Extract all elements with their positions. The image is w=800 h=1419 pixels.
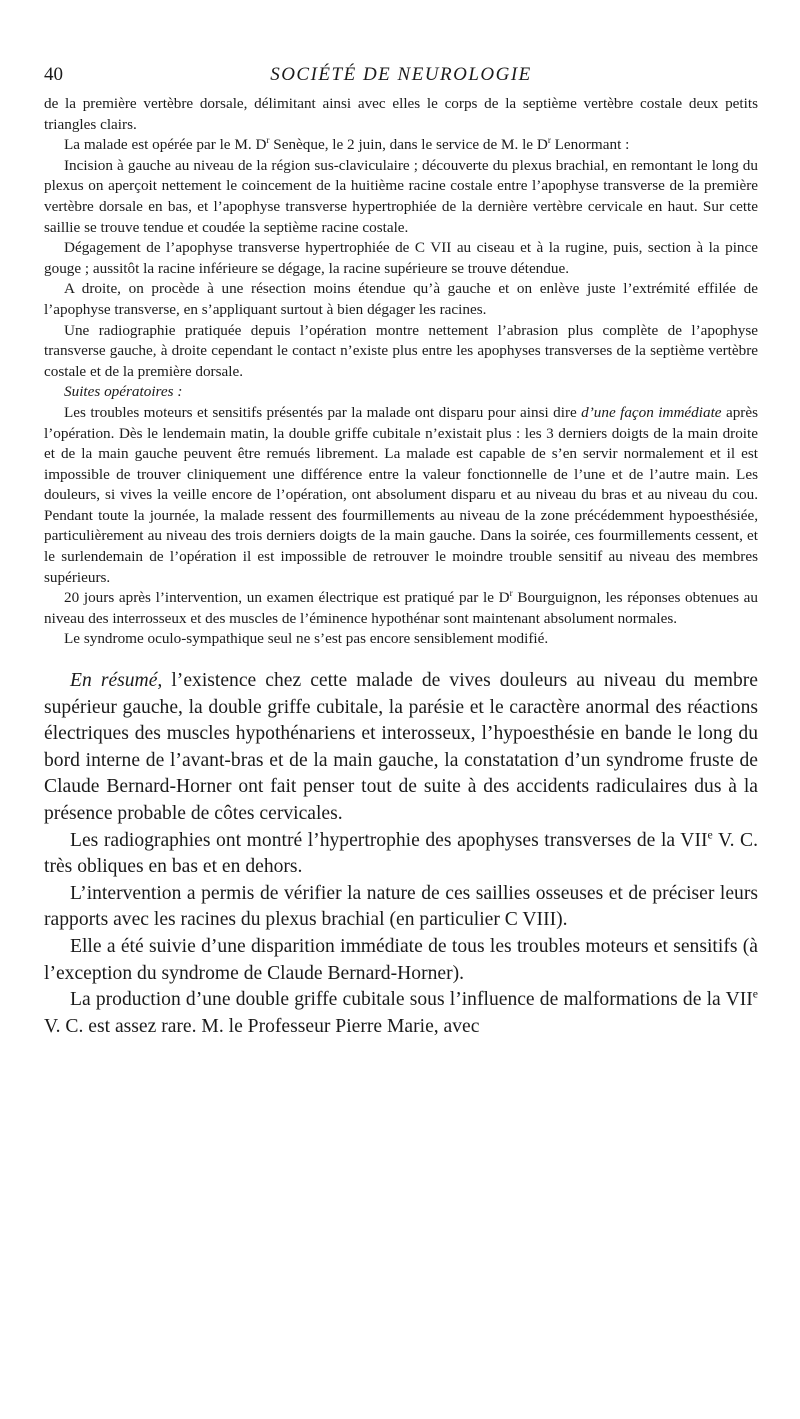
paragraph-p4 (44, 238, 758, 279)
text-run: Lenormant : (550, 136, 630, 154)
text-run: Dégagement de l’apophyse transverse hypertrophiée de C VII au ciseau et à la rugine, puis, section à la pince gouge ; aussitôt la racine inférieure se dégage, la racine supérieure se trouve détendue. (44, 239, 758, 277)
page-header (44, 60, 758, 94)
text-run: e (707, 828, 713, 842)
text-run: V. C. est assez rare. M. le Professeur Pierre Marie, avec (44, 1015, 480, 1037)
text-run: L’intervention a permis de vérifier la nature de ces saillies osseuses et de préciser leurs rapports avec les racines du plexus brachial (en particulier C VIII). (44, 882, 758, 931)
text-run: e (752, 987, 758, 1001)
text-run: r (547, 135, 551, 146)
paragraph-q3 (44, 881, 758, 934)
text-run: r (266, 135, 270, 146)
paragraph-p10 (44, 629, 758, 650)
paragraph-p9 (44, 588, 758, 629)
paragraph-q4 (44, 934, 758, 987)
text-run: 20 jours après l’intervention, un examen électrique est pratiqué par le D (64, 589, 510, 607)
text-run: Senèque, le 2 juin, dans le service de M. le D (269, 136, 548, 154)
paragraph-p8 (44, 403, 758, 588)
text-run: En résumé, (70, 670, 163, 692)
paragraph-p6 (44, 321, 758, 383)
paragraph-p5 (44, 279, 758, 320)
case-report-small-text (44, 94, 758, 650)
text-run: V. C. très obliques en bas et en dehors. (44, 829, 759, 878)
text-run: Suites opératoires : (64, 383, 183, 401)
document-page (44, 60, 758, 1040)
text-run: Bourguignon, les réponses obtenues au niveau des interrosseux et des muscles de l’éminence hypothénar sont maintenant absolument normales. (44, 589, 759, 627)
text-run: l’existence chez cette malade de vives douleurs au niveau du membre supérieur gauche, la double griffe cubitale, la parésie et le caractère anormal des réactions électriques des muscles hypothénariens et interosseux, l’hypoesthésie en bande le long du bord interne de l’avant-bras et de la main gauche, la constatation d’un syndrome fruste de Claude Bernard-Horner ont fait penser tout de suite à des accidents radiculaires dus à la présence probable de côtes cervicales. (44, 670, 758, 824)
text-run: après l’opération. Dès le lendemain matin, la double griffe cubitale n’existait plus : les 3 derniers doigts de la main droite et de la main gauche peuvent être remués librement. La malade est capable de s’en servir normalement et il est impossible de trouver cliniquement une différence entre la valeur fonctionnelle de l’une et de l’autre main. Les douleurs, si vives la veille encore de l’opération, ont absolument disparu et au niveau du bras et au niveau du cou. Pendant toute la journée, la malade ressent des fourmillements au niveau de la zone précédemment hypoesthésiée, particulièrement au niveau des trois derniers doigts de la main gauche. Dans la soirée, ces fourmillements cessent, et le surlendemain de l’opération il est impossible de retrouver le moindre trouble sensitif au niveau des membres supérieurs. (44, 403, 758, 586)
text-run: Une radiographie pratiquée depuis l’opération montre nettement l’abrasion plus complète de l’apophyse transverse gauche, à droite cependant le contact n’existe plus entre les apophyses transverses de la septième vertèbre costale et de la première dorsale. (44, 321, 758, 380)
text-run: A droite, on procède à une résection moins étendue qu’à gauche et on enlève juste l’extrémité effilée de l’apophyse transverse, en s’appliquant surtout à bien dégager les racines. (44, 280, 758, 318)
text-run: Les troubles moteurs et sensitifs présentés par la malade ont disparu pour ainsi dire (64, 403, 582, 421)
paragraph-q5 (44, 987, 758, 1040)
page-number: 40 (44, 64, 63, 85)
paragraph-p7 (44, 382, 758, 403)
text-run: La malade est opérée par le M. D (64, 136, 267, 154)
running-head: SOCIÉTÉ DE NEUROLOGIE (270, 64, 532, 85)
paragraph-q2 (44, 828, 758, 881)
text-run: Elle a été suivie d’une disparition immédiate de tous les troubles moteurs et sensitifs (à l’exception du syndrome de Claude Bernard-Horner). (44, 935, 758, 984)
paragraph-p3 (44, 156, 758, 238)
paragraph-p2 (44, 135, 758, 156)
paragraph-q1 (44, 668, 758, 828)
text-run: Les radiographies ont montré l’hypertrophie des apophyses transverses de la VII (70, 829, 708, 851)
paragraph-p1 (44, 94, 758, 135)
text-run: r (509, 588, 513, 599)
text-run: Le syndrome oculo-sympathique seul ne s’est pas encore sensiblement modifié. (64, 630, 549, 648)
summary-large-text (44, 668, 758, 1040)
text-run: Incision à gauche au niveau de la région sus-claviculaire ; découverte du plexus brachial, en remontant le long du plexus on aperçoit nettement le coincement de la huitième racine costale entre l’apophyse transverse de la première vertèbre dorsale en bas, et l’apophyse transverse hypertrophiée de la dernière vertèbre cervicale en haut. Sur cette saillie se trouve tendue et coudée la septième racine costale. (44, 156, 758, 236)
text-run: d’une façon immédiate (581, 403, 722, 421)
text-run: La production d’une double griffe cubitale sous l’influence de malformations de la VII (70, 989, 753, 1011)
text-run: de la première vertèbre dorsale, délimitant ainsi avec elles le corps de la septième vertèbre costale deux petits triangles clairs. (44, 95, 758, 133)
